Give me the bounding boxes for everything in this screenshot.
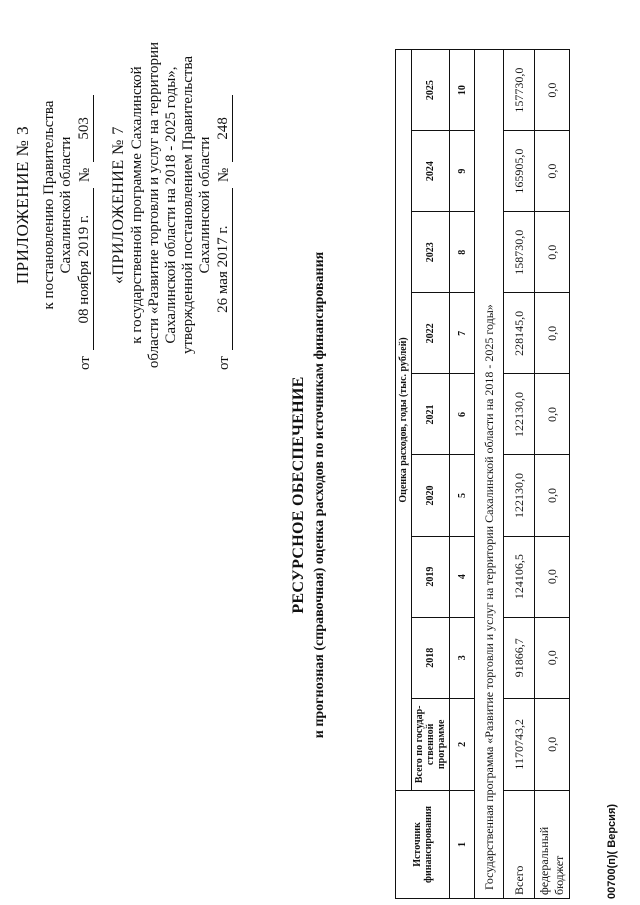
header-total: Всего по государ-ственной программе xyxy=(412,698,450,790)
appendix-line-1: к постановлению Правительства xyxy=(41,100,57,310)
appendix-ref-prefix: от xyxy=(77,356,93,370)
appendix-ref-number: 503 xyxy=(76,95,94,162)
row-label: федеральный бюджет xyxy=(535,790,570,898)
header-year: 2018 xyxy=(412,617,450,698)
table-cell: 0,0 xyxy=(535,698,570,790)
header-year: 2024 xyxy=(412,131,450,212)
appendix-7-line-4: утвержденной постановлением Правительства xyxy=(180,55,196,355)
header-year: 2020 xyxy=(412,455,450,536)
appendix-reference xyxy=(76,40,94,370)
appendix-ref-no-label: № xyxy=(77,167,93,183)
header-year: 2022 xyxy=(412,293,450,374)
table-cell: 1170743,2 xyxy=(504,698,535,790)
appendix-7-ref-number: 248 xyxy=(215,95,233,162)
appendix-ref-date: 08 ноября 2019 г. xyxy=(76,188,94,350)
row-label: Всего xyxy=(504,790,535,898)
program-title-row xyxy=(475,50,504,899)
header-year: 2021 xyxy=(412,374,450,455)
column-number: 3 xyxy=(450,617,475,698)
table-row xyxy=(535,50,570,899)
appendix-7-line-3: Сахалинской области на 2018 - 2025 годы», xyxy=(163,66,179,344)
column-number: 1 xyxy=(450,790,475,898)
column-number: 4 xyxy=(450,536,475,617)
column-number-row xyxy=(450,50,475,899)
header-year: 2025 xyxy=(412,50,450,131)
table-subheader-row xyxy=(412,50,450,899)
table-cell: 0,0 xyxy=(535,536,570,617)
table-cell: 0,0 xyxy=(535,131,570,212)
appendix-7-title: «ПРИЛОЖЕНИЕ № 7 xyxy=(110,126,127,284)
version-footer: 00700(п)( Версия) xyxy=(606,803,618,899)
table-header-row xyxy=(396,50,412,899)
table-cell: 0,0 xyxy=(535,212,570,293)
heading-subtitle: и прогнозная (справочная) оценка расходов по источникам финансирования xyxy=(312,251,327,739)
appendix-7-reference xyxy=(215,40,233,370)
resource-table xyxy=(395,49,570,899)
table-cell: 158730,0 xyxy=(504,212,535,293)
appendix-block xyxy=(14,40,233,370)
table-cell: 0,0 xyxy=(535,293,570,374)
header-estimate: Оценка расходов, годы (тыс. рублей) xyxy=(396,50,412,791)
table-cell: 91866,7 xyxy=(504,617,535,698)
appendix-line-2: Сахалинской области xyxy=(58,136,74,274)
table-cell: 0,0 xyxy=(535,617,570,698)
table-cell: 124106,5 xyxy=(504,536,535,617)
table-cell: 122130,0 xyxy=(504,374,535,455)
column-number: 9 xyxy=(450,131,475,212)
appendix-7-line-5: Сахалинской области xyxy=(197,136,213,274)
table-cell: 0,0 xyxy=(535,455,570,536)
column-number: 2 xyxy=(450,698,475,790)
column-number: 7 xyxy=(450,293,475,374)
heading-title: РЕСУРСНОЕ ОБЕСПЕЧЕНИЕ xyxy=(290,376,307,614)
column-number: 6 xyxy=(450,374,475,455)
table-cell: 228145,0 xyxy=(504,293,535,374)
appendix-7-line-1: к государственной программе Сахалинской xyxy=(129,66,145,344)
header-source: Источник финансирования xyxy=(396,790,450,898)
column-number: 5 xyxy=(450,455,475,536)
table-cell: 122130,0 xyxy=(504,455,535,536)
column-number: 8 xyxy=(450,212,475,293)
appendix-7-line-2: области «Развитие торговли и услуг на территории xyxy=(146,41,162,369)
appendix-7-ref-date: 26 мая 2017 г. xyxy=(215,188,233,350)
appendix-7-ref-prefix: от xyxy=(216,356,232,370)
header-year: 2023 xyxy=(412,212,450,293)
column-number: 10 xyxy=(450,50,475,131)
table-cell: 165905,0 xyxy=(504,131,535,212)
table-cell: 157730,0 xyxy=(504,50,535,131)
appendix-title: ПРИЛОЖЕНИЕ № 3 xyxy=(13,125,32,285)
table-row xyxy=(504,50,535,899)
program-title: Государственная программа «Развитие торговли и услуг на территории Сахалинской области на 2018 - 2025 годы» xyxy=(475,50,504,899)
table-cell: 0,0 xyxy=(535,50,570,131)
document-heading xyxy=(290,145,328,845)
table-cell: 0,0 xyxy=(535,374,570,455)
appendix-7-block xyxy=(110,40,233,370)
header-year: 2019 xyxy=(412,536,450,617)
appendix-7-ref-no-label: № xyxy=(216,167,232,183)
